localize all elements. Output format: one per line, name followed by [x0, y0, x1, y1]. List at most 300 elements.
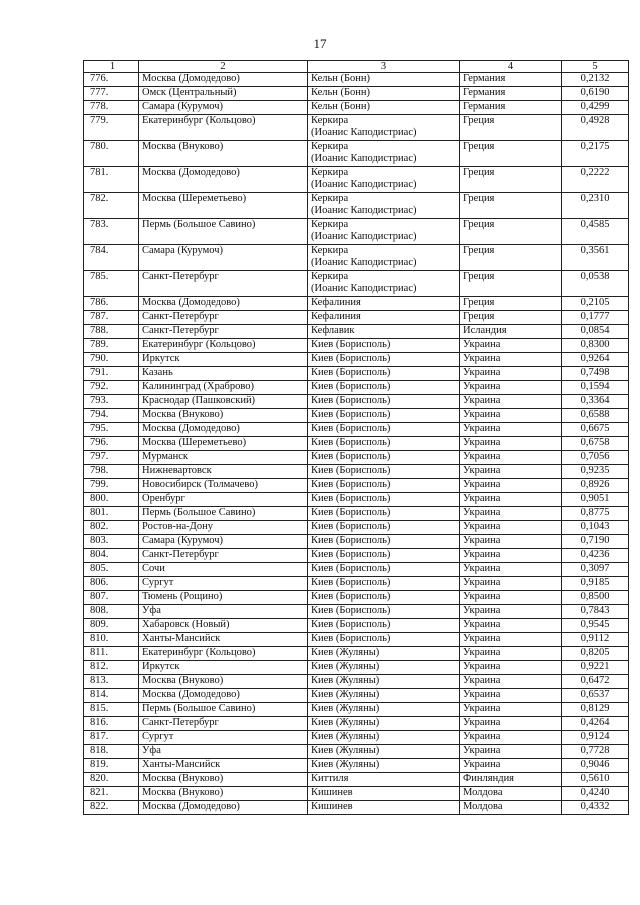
- country-cell: Украина: [460, 633, 562, 647]
- table-row: [84, 549, 629, 563]
- destination-airport-cell: [308, 141, 460, 167]
- destination-airport-cell: [308, 73, 460, 87]
- row-number-cell: 816.: [84, 717, 139, 731]
- destination-airport-cell: [308, 381, 460, 395]
- destination-line-1: Киев (Жуляны): [311, 647, 380, 658]
- country-cell: Украина: [460, 703, 562, 717]
- country-cell: Украина: [460, 745, 562, 759]
- row-number-cell: 808.: [84, 605, 139, 619]
- table-row: [84, 245, 629, 271]
- destination-line-1: Киев (Борисполь): [311, 563, 391, 574]
- row-number-cell: 814.: [84, 689, 139, 703]
- destination-airport-cell: [308, 577, 460, 591]
- country-cell: Украина: [460, 493, 562, 507]
- origin-airport-cell: Иркутск: [139, 353, 308, 367]
- country-cell: Украина: [460, 647, 562, 661]
- country-cell: Украина: [460, 423, 562, 437]
- destination-airport-cell: [308, 661, 460, 675]
- value-cell: 0,7498: [562, 367, 629, 381]
- country-cell: Молдова: [460, 801, 562, 815]
- origin-airport-cell: Москва (Домодедово): [139, 423, 308, 437]
- value-cell: 0,8205: [562, 647, 629, 661]
- origin-airport-cell: Санкт-Петербург: [139, 325, 308, 339]
- table-row: [84, 367, 629, 381]
- country-cell: Исландия: [460, 325, 562, 339]
- table-row: [84, 167, 629, 193]
- destination-airport-cell: [308, 451, 460, 465]
- value-cell: 0,9221: [562, 661, 629, 675]
- value-cell: 0,5610: [562, 773, 629, 787]
- destination-airport-cell: [308, 731, 460, 745]
- country-cell: Молдова: [460, 787, 562, 801]
- origin-airport-cell: Москва (Домодедово): [139, 689, 308, 703]
- value-cell: 0,8926: [562, 479, 629, 493]
- origin-airport-cell: Екатеринбург (Кольцово): [139, 339, 308, 353]
- value-cell: 0,9545: [562, 619, 629, 633]
- row-number-cell: 797.: [84, 451, 139, 465]
- origin-airport-cell: Калининград (Храброво): [139, 381, 308, 395]
- country-cell: Украина: [460, 409, 562, 423]
- destination-line-2: (Иоанис Каподистриас): [311, 205, 417, 216]
- country-cell: Греция: [460, 271, 562, 297]
- destination-airport-cell: [308, 395, 460, 409]
- destination-airport-cell: [308, 689, 460, 703]
- origin-airport-cell: Нижневартовск: [139, 465, 308, 479]
- destination-line-1: Киев (Жуляны): [311, 745, 380, 756]
- destination-line-2: (Иоанис Каподистриас): [311, 153, 417, 164]
- row-number-cell: 782.: [84, 193, 139, 219]
- value-cell: 0,7728: [562, 745, 629, 759]
- row-number-cell: 822.: [84, 801, 139, 815]
- column-header-4: 4: [460, 61, 562, 73]
- row-number-cell: 798.: [84, 465, 139, 479]
- destination-line-1: Киев (Жуляны): [311, 703, 380, 714]
- origin-airport-cell: Иркутск: [139, 661, 308, 675]
- row-number-cell: 795.: [84, 423, 139, 437]
- origin-airport-cell: Санкт-Петербург: [139, 549, 308, 563]
- value-cell: 0,9112: [562, 633, 629, 647]
- origin-airport-cell: Ханты-Мансийск: [139, 759, 308, 773]
- row-number-cell: 789.: [84, 339, 139, 353]
- origin-airport-cell: Москва (Шереметьево): [139, 437, 308, 451]
- origin-airport-cell: Сургут: [139, 577, 308, 591]
- destination-line-1: Керкира: [311, 115, 349, 126]
- destination-airport-cell: [308, 479, 460, 493]
- country-cell: Украина: [460, 717, 562, 731]
- value-cell: 0,9124: [562, 731, 629, 745]
- destination-airport-cell: [308, 325, 460, 339]
- table-row: [84, 563, 629, 577]
- origin-airport-cell: Пермь (Большое Савино): [139, 703, 308, 717]
- row-number-cell: 802.: [84, 521, 139, 535]
- origin-airport-cell: Омск (Центральный): [139, 87, 308, 101]
- country-cell: Украина: [460, 535, 562, 549]
- country-cell: Украина: [460, 353, 562, 367]
- row-number-cell: 804.: [84, 549, 139, 563]
- destination-airport-cell: [308, 493, 460, 507]
- destination-line-1: Кишинев: [311, 787, 353, 798]
- origin-airport-cell: Москва (Домодедово): [139, 73, 308, 87]
- destination-airport-cell: [308, 423, 460, 437]
- country-cell: Украина: [460, 675, 562, 689]
- value-cell: 0,4299: [562, 101, 629, 115]
- destination-line-1: Киев (Жуляны): [311, 661, 380, 672]
- row-number-cell: 788.: [84, 325, 139, 339]
- row-number-cell: 779.: [84, 115, 139, 141]
- country-cell: Украина: [460, 563, 562, 577]
- row-number-cell: 815.: [84, 703, 139, 717]
- table-row: [84, 605, 629, 619]
- origin-airport-cell: Хабаровск (Новый): [139, 619, 308, 633]
- destination-line-1: Кефалиния: [311, 311, 361, 322]
- destination-line-1: Киев (Жуляны): [311, 759, 380, 770]
- value-cell: 0,4585: [562, 219, 629, 245]
- row-number-cell: 819.: [84, 759, 139, 773]
- origin-airport-cell: Москва (Домодедово): [139, 167, 308, 193]
- row-number-cell: 817.: [84, 731, 139, 745]
- row-number-cell: 800.: [84, 493, 139, 507]
- destination-line-2: (Иоанис Каподистриас): [311, 283, 417, 294]
- country-cell: Германия: [460, 73, 562, 87]
- origin-airport-cell: Сочи: [139, 563, 308, 577]
- row-number-cell: 810.: [84, 633, 139, 647]
- destination-airport-cell: [308, 647, 460, 661]
- country-cell: Украина: [460, 591, 562, 605]
- row-number-cell: 783.: [84, 219, 139, 245]
- row-number-cell: 803.: [84, 535, 139, 549]
- destination-airport-cell: [308, 703, 460, 717]
- destination-airport-cell: [308, 245, 460, 271]
- origin-airport-cell: Москва (Внуково): [139, 675, 308, 689]
- row-number-cell: 776.: [84, 73, 139, 87]
- destination-airport-cell: [308, 465, 460, 479]
- country-cell: Украина: [460, 339, 562, 353]
- destination-airport-cell: [308, 409, 460, 423]
- row-number-cell: 809.: [84, 619, 139, 633]
- country-cell: Украина: [460, 661, 562, 675]
- value-cell: 0,7190: [562, 535, 629, 549]
- row-number-cell: 799.: [84, 479, 139, 493]
- origin-airport-cell: Сургут: [139, 731, 308, 745]
- origin-airport-cell: Казань: [139, 367, 308, 381]
- destination-airport-cell: [308, 167, 460, 193]
- destination-line-1: Киев (Борисполь): [311, 535, 391, 546]
- row-number-cell: 801.: [84, 507, 139, 521]
- table-row: [84, 423, 629, 437]
- table-row: [84, 675, 629, 689]
- destination-airport-cell: [308, 619, 460, 633]
- destination-line-1: Кишинев: [311, 801, 353, 812]
- table-row: [84, 381, 629, 395]
- value-cell: 0,8300: [562, 339, 629, 353]
- value-cell: 0,6472: [562, 675, 629, 689]
- origin-airport-cell: Уфа: [139, 745, 308, 759]
- destination-line-1: Киттиля: [311, 773, 349, 784]
- destination-airport-cell: [308, 437, 460, 451]
- page-number: 17: [313, 36, 327, 51]
- destination-airport-cell: [308, 297, 460, 311]
- table-row: [84, 591, 629, 605]
- origin-airport-cell: Москва (Внуково): [139, 787, 308, 801]
- destination-line-1: Киев (Борисполь): [311, 577, 391, 588]
- table-row: [84, 717, 629, 731]
- destination-line-1: Киев (Борисполь): [311, 479, 391, 490]
- origin-airport-cell: Санкт-Петербург: [139, 311, 308, 325]
- destination-line-2: (Иоанис Каподистриас): [311, 179, 417, 190]
- destination-airport-cell: [308, 675, 460, 689]
- table-row: [84, 193, 629, 219]
- table-row: [84, 271, 629, 297]
- destination-airport-cell: [308, 759, 460, 773]
- origin-airport-cell: Санкт-Петербург: [139, 717, 308, 731]
- table-row: [84, 745, 629, 759]
- destination-line-1: Кельн (Бонн): [311, 87, 371, 98]
- destination-line-1: Киев (Борисполь): [311, 395, 391, 406]
- table-row: [84, 219, 629, 245]
- destination-line-1: Керкира: [311, 271, 349, 282]
- row-number-cell: 793.: [84, 395, 139, 409]
- value-cell: 0,6758: [562, 437, 629, 451]
- destination-line-1: Киев (Борисполь): [311, 619, 391, 630]
- column-header-1: 1: [84, 61, 139, 73]
- country-cell: Украина: [460, 759, 562, 773]
- row-number-cell: 777.: [84, 87, 139, 101]
- destination-line-1: Кельн (Бонн): [311, 101, 371, 112]
- destination-airport-cell: [308, 535, 460, 549]
- destination-line-2: (Иоанис Каподистриас): [311, 127, 417, 138]
- table-row: [84, 339, 629, 353]
- destination-airport-cell: [308, 87, 460, 101]
- origin-airport-cell: Оренбург: [139, 493, 308, 507]
- origin-airport-cell: Санкт-Петербург: [139, 271, 308, 297]
- row-number-cell: 778.: [84, 101, 139, 115]
- row-number-cell: 787.: [84, 311, 139, 325]
- origin-airport-cell: Самара (Курумоч): [139, 101, 308, 115]
- value-cell: 0,3561: [562, 245, 629, 271]
- origin-airport-cell: Пермь (Большое Савино): [139, 507, 308, 521]
- value-cell: 0,1594: [562, 381, 629, 395]
- country-cell: Греция: [460, 297, 562, 311]
- table-row: [84, 493, 629, 507]
- value-cell: 0,0854: [562, 325, 629, 339]
- destination-line-2: (Иоанис Каподистриас): [311, 257, 417, 268]
- value-cell: 0,6190: [562, 87, 629, 101]
- table-row: [84, 437, 629, 451]
- row-number-cell: 807.: [84, 591, 139, 605]
- country-cell: Украина: [460, 521, 562, 535]
- row-number-cell: 820.: [84, 773, 139, 787]
- value-cell: 0,2105: [562, 297, 629, 311]
- destination-line-1: Кефлавик: [311, 325, 355, 336]
- destination-line-1: Киев (Борисполь): [311, 605, 391, 616]
- value-cell: 0,9264: [562, 353, 629, 367]
- destination-line-1: Киев (Борисполь): [311, 633, 391, 644]
- country-cell: Греция: [460, 245, 562, 271]
- origin-airport-cell: Самара (Курумоч): [139, 245, 308, 271]
- table-row: [84, 115, 629, 141]
- table-row: [84, 787, 629, 801]
- table-row: [84, 297, 629, 311]
- origin-airport-cell: Ханты-Мансийск: [139, 633, 308, 647]
- row-number-cell: 811.: [84, 647, 139, 661]
- origin-airport-cell: Екатеринбург (Кольцово): [139, 115, 308, 141]
- destination-line-1: Киев (Борисполь): [311, 493, 391, 504]
- table-row: [84, 689, 629, 703]
- value-cell: 0,4236: [562, 549, 629, 563]
- country-cell: Германия: [460, 87, 562, 101]
- value-cell: 0,1777: [562, 311, 629, 325]
- destination-line-1: Киев (Борисполь): [311, 339, 391, 350]
- value-cell: 0,8129: [562, 703, 629, 717]
- table-row: [84, 661, 629, 675]
- country-cell: Украина: [460, 605, 562, 619]
- origin-airport-cell: Мурманск: [139, 451, 308, 465]
- destination-airport-cell: [308, 521, 460, 535]
- table-row: [84, 87, 629, 101]
- table-row: [84, 353, 629, 367]
- row-number-cell: 781.: [84, 167, 139, 193]
- origin-airport-cell: Уфа: [139, 605, 308, 619]
- destination-line-1: Кефалиния: [311, 297, 361, 308]
- table-row: [84, 141, 629, 167]
- destination-line-1: Керкира: [311, 193, 349, 204]
- value-cell: 0,2175: [562, 141, 629, 167]
- row-number-cell: 792.: [84, 381, 139, 395]
- destination-line-1: Киев (Борисполь): [311, 549, 391, 560]
- airport-pairs-table: [83, 60, 629, 815]
- destination-line-1: Киев (Борисполь): [311, 367, 391, 378]
- destination-line-1: Киев (Борисполь): [311, 437, 391, 448]
- destination-line-1: Киев (Борисполь): [311, 451, 391, 462]
- destination-line-1: Кельн (Бонн): [311, 73, 371, 84]
- value-cell: 0,3097: [562, 563, 629, 577]
- value-cell: 0,7056: [562, 451, 629, 465]
- value-cell: 0,0538: [562, 271, 629, 297]
- destination-airport-cell: [308, 193, 460, 219]
- value-cell: 0,4264: [562, 717, 629, 731]
- value-cell: 0,9046: [562, 759, 629, 773]
- row-number-cell: 786.: [84, 297, 139, 311]
- row-number-cell: 806.: [84, 577, 139, 591]
- table-row: [84, 577, 629, 591]
- row-number-cell: 780.: [84, 141, 139, 167]
- destination-airport-cell: [308, 271, 460, 297]
- destination-line-1: Киев (Борисполь): [311, 423, 391, 434]
- table-row: [84, 731, 629, 745]
- country-cell: Украина: [460, 577, 562, 591]
- destination-airport-cell: [308, 219, 460, 245]
- origin-airport-cell: Пермь (Большое Савино): [139, 219, 308, 245]
- row-number-cell: 812.: [84, 661, 139, 675]
- value-cell: 0,4332: [562, 801, 629, 815]
- country-cell: Украина: [460, 619, 562, 633]
- country-cell: Украина: [460, 381, 562, 395]
- table-row: [84, 465, 629, 479]
- row-number-cell: 813.: [84, 675, 139, 689]
- row-number-cell: 790.: [84, 353, 139, 367]
- value-cell: 0,7843: [562, 605, 629, 619]
- destination-line-1: Киев (Борисполь): [311, 381, 391, 392]
- destination-airport-cell: [308, 311, 460, 325]
- table-row: [84, 409, 629, 423]
- table-row: [84, 521, 629, 535]
- destination-airport-cell: [308, 745, 460, 759]
- country-cell: Финляндия: [460, 773, 562, 787]
- country-cell: Украина: [460, 465, 562, 479]
- table-row: [84, 101, 629, 115]
- row-number-cell: 785.: [84, 271, 139, 297]
- country-cell: Греция: [460, 311, 562, 325]
- table-row: [84, 311, 629, 325]
- destination-airport-cell: [308, 591, 460, 605]
- country-cell: Греция: [460, 167, 562, 193]
- destination-airport-cell: [308, 633, 460, 647]
- destination-airport-cell: [308, 801, 460, 815]
- table-row: [84, 507, 629, 521]
- destination-line-1: Киев (Жуляны): [311, 717, 380, 728]
- country-cell: Украина: [460, 437, 562, 451]
- destination-airport-cell: [308, 339, 460, 353]
- value-cell: 0,6588: [562, 409, 629, 423]
- column-header-3: 3: [308, 61, 460, 73]
- value-cell: 0,4928: [562, 115, 629, 141]
- country-cell: Греция: [460, 115, 562, 141]
- value-cell: 0,1043: [562, 521, 629, 535]
- destination-line-1: Керкира: [311, 141, 349, 152]
- country-cell: Украина: [460, 731, 562, 745]
- table-body: [84, 73, 629, 815]
- row-number-cell: 796.: [84, 437, 139, 451]
- table-row: [84, 73, 629, 87]
- value-cell: 0,8500: [562, 591, 629, 605]
- origin-airport-cell: Москва (Внуково): [139, 409, 308, 423]
- row-number-cell: 791.: [84, 367, 139, 381]
- origin-airport-cell: Москва (Домодедово): [139, 297, 308, 311]
- row-number-cell: 821.: [84, 787, 139, 801]
- destination-line-1: Киев (Борисполь): [311, 591, 391, 602]
- destination-airport-cell: [308, 507, 460, 521]
- destination-line-1: Киев (Жуляны): [311, 689, 380, 700]
- country-cell: Украина: [460, 395, 562, 409]
- destination-line-1: Киев (Борисполь): [311, 409, 391, 420]
- destination-line-1: Киев (Борисполь): [311, 521, 391, 532]
- destination-line-2: (Иоанис Каподистриас): [311, 231, 417, 242]
- value-cell: 0,9185: [562, 577, 629, 591]
- table-header-row: [84, 61, 629, 73]
- origin-airport-cell: Москва (Домодедово): [139, 801, 308, 815]
- origin-airport-cell: Тюмень (Рощино): [139, 591, 308, 605]
- value-cell: 0,6675: [562, 423, 629, 437]
- table-row: [84, 647, 629, 661]
- country-cell: Греция: [460, 193, 562, 219]
- destination-airport-cell: [308, 717, 460, 731]
- destination-line-1: Киев (Жуляны): [311, 675, 380, 686]
- destination-line-1: Керкира: [311, 167, 349, 178]
- value-cell: 0,2132: [562, 73, 629, 87]
- origin-airport-cell: Самара (Курумоч): [139, 535, 308, 549]
- country-cell: Греция: [460, 141, 562, 167]
- row-number-cell: 818.: [84, 745, 139, 759]
- column-header-5: 5: [562, 61, 629, 73]
- value-cell: 0,3364: [562, 395, 629, 409]
- value-cell: 0,6537: [562, 689, 629, 703]
- table-row: [84, 801, 629, 815]
- destination-airport-cell: [308, 563, 460, 577]
- destination-line-1: Керкира: [311, 219, 349, 230]
- value-cell: 0,9051: [562, 493, 629, 507]
- row-number-cell: 784.: [84, 245, 139, 271]
- destination-airport-cell: [308, 353, 460, 367]
